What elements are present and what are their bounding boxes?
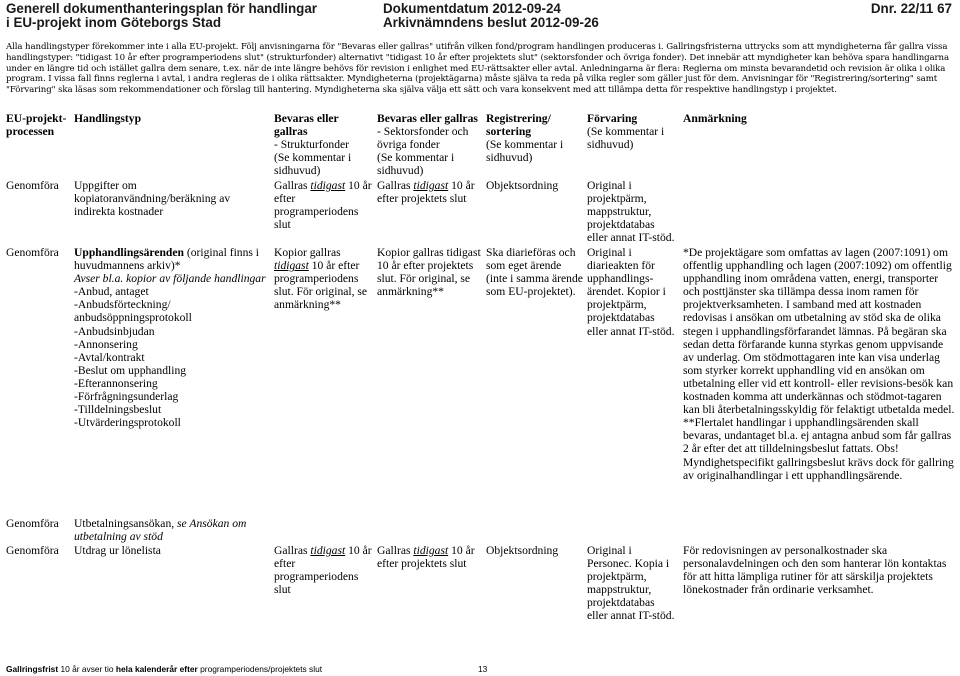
row1-structural-post: 10 år efter programperiodens slut <box>274 179 372 232</box>
row4-sectoral-pre: Gallras <box>377 544 414 557</box>
header-document-date: Dokumentdatum 2012-09-24 <box>383 1 561 16</box>
intro-paragraph: Alla handlingstyper förekommer inte i alla EU-projekt. Följ anvisningarna för "Bevaras eller gallras" utifrån vilken fond/program handlingen produceras i. Gallringsfristerna uttrycks som att myndigheterna får gallra vissa handlingstyper: "tidigast 10 år efter programperiodens slut" (strukturfonder) alternativt "tidigast 10 år efter projektets slut" (sektorsfonder och övriga fonder). Det innebär att myndigheter kan behöva spara handlingarna under en längre tid och istället gallra dem senare, t.ex. när de inte längre behövs för revision i enlighet med EU-rättsakter eller avtal. Anledningarna är flera: Reglerna om minsta bevarandetid och revision är olika i olika program. I vissa fall finns reglerna i avtal, i andra regleras de i olika rättsakter. Myndigheterna (projektägarna) måste själva ta reda på vilka regler som gäller just för dem. Anvisningar för "Registrering/sortering" samt "Förvaring" ska läsas som rekommendationer och förslag till hantering. Myndigheterna ska själva välja ett sätt och vara konsekvent med att tillämpa detta för respektive handlingstyp i projektet. <box>6 42 950 96</box>
row2-type-item: -Beslut om upphandling <box>74 363 187 377</box>
col-header-sectoral-l1: Bevaras eller gallras <box>377 112 478 125</box>
col-header-storage-l2: (Se kommentar i <box>587 125 665 139</box>
header-title: Generell dokumenthanteringsplan för handlingar <box>6 1 317 16</box>
col-header-structural-l1: Bevaras eller gallras <box>274 112 339 139</box>
row1-storage: Original i projektpärm, mappstruktur, projektdatabas eller annat IT-stöd. <box>587 179 675 245</box>
row2-registration: Ska diarieföras och som eget ärende (inte i samma ärende som EU-projektet). <box>486 246 583 299</box>
row1-structural <box>274 179 372 231</box>
row3-type-pre: Utbetalningsansökan, <box>74 517 178 530</box>
row1-structural-pre: Gallras <box>274 179 311 192</box>
row2-type-item: -Anbud, antaget <box>74 285 149 299</box>
col-header-sectoral-l4: (Se kommentar i <box>377 151 455 165</box>
row2-type-item: -Anbudsförteckning/ anbudsöppningsprotokoll <box>74 298 192 325</box>
col-header-type: Handlingstyp <box>74 112 142 125</box>
row2-type-title <box>74 246 268 272</box>
row3-type <box>74 517 268 543</box>
row2-type-item: -Avtal/kontrakt <box>74 350 145 364</box>
col-header-storage <box>587 112 677 151</box>
row1-sectoral-tidigast: tidigast <box>413 179 449 192</box>
row1-sectoral <box>377 179 481 205</box>
col-header-registration <box>486 112 584 164</box>
row2-type-item: -Efterannonsering <box>74 376 158 390</box>
footer-note <box>6 664 322 674</box>
row3-process: Genomföra <box>6 517 59 530</box>
row1-type: Uppgifter om kopiatoranvändning/beräkning av indirekta kostnader <box>74 179 231 219</box>
row2-type-subtitle: Avser bl.a. kopior av följande handlingar <box>74 272 266 286</box>
row2-type-item: -Utvärderingsprotokoll <box>74 416 181 430</box>
col-header-process <box>6 112 68 138</box>
col-header-remark: Anmärkning <box>683 112 747 125</box>
row2-process: Genomföra <box>6 246 59 259</box>
row2-type-item: -Förfrågningsunderlag <box>74 390 179 404</box>
intro-text <box>6 42 954 96</box>
col-header-process-line1: EU-projekt- <box>6 112 67 125</box>
footer-bold2: hela kalenderår efter <box>115 664 198 674</box>
row4-structural-post: 10 år efter programperiodens slut <box>274 544 372 597</box>
row1-registration: Objektsordning <box>486 179 559 192</box>
col-header-sectoral-l3: övriga fonder <box>377 138 440 152</box>
row2-remark <box>683 246 955 482</box>
row2-type-bold: Upphandlingsärenden <box>74 246 184 259</box>
row2-remark-part1: *De projektägare som omfattas av lagen (2007:1091) om offentlig upphandling och lagen (2007:1092) om offentlig upphandling inom områdena vatten, energi, transporter och posttjänster ska tillämpa dessa inom ramen för projektverksamheten. I samband med att kostnaden redovisas i ansökan om utbetalning av stöd ska de olika stegen i upphandlingsförfarandet lämnas. På begäran ska sedan detta förfarande kunna styrkas genom uppvisande av underlag. Om stödmottagaren inte kan visa underlag som styrker korrekt upphandling vid en ansökan om utbetalning eller vid ett kontroll- eller revisions-besök kan kostnaden komma att underkännas och stödmot-tagaren kan bli återbetalningsskyldig för felaktigt utbetalda medel. <box>683 246 955 417</box>
page-header <box>4 0 956 30</box>
footer-end: programperiodens/projektets slut <box>197 664 323 674</box>
row2-sectoral: Kopior gallras tidigast 10 år efter projektets slut. För original, se anmärkning** <box>377 246 481 299</box>
row4-type: Utdrag ur lönelista <box>74 544 161 557</box>
row2-remark-part2: **Flertalet handlingar i upphandlingsärenden skall bevaras, undantaget bl.a. ej antagna anbud som får gallras 2 år efter det att tilldelningsbeslut fattats. Obs! Myndighetspecifikt gallringsbeslut krävs dock för gallring av originalhandlingar i ett upphandlingsärende. <box>683 416 954 482</box>
header-subtitle: i EU-projekt inom Göteborgs Stad <box>6 15 222 30</box>
page-number: 13 <box>478 664 488 674</box>
row4-storage: Original i Personec. Kopia i projektpärm, mappstruktur, projektdatabas eller annat IT-stöd. <box>587 544 675 623</box>
row2-type-rest: (original finns i huvudmannens arkiv)* <box>74 246 260 273</box>
row4-remark: För redovisningen av personalkostnader ska personalavdelningen och den som hanterar lön kontaktas för att hitta lämpliga rutiner för att särskilja projektets lönekostnader från ordinarie verksamhet. <box>683 544 947 597</box>
row4-structural <box>274 544 372 596</box>
row1-sectoral-pre: Gallras <box>377 179 414 192</box>
row4-structural-pre: Gallras <box>274 544 311 557</box>
col-header-structural-l2: - Strukturfonder <box>274 138 350 152</box>
row1-structural-tidigast: tidigast <box>310 179 346 192</box>
row1-sectoral-post: 10 år efter projektets slut <box>377 179 475 206</box>
col-header-storage-l3: sidhuvud) <box>587 138 634 152</box>
row4-registration: Objektsordning <box>486 544 559 557</box>
row3-type-italic: se Ansökan om utbetalning av stöd <box>74 517 247 544</box>
row1-process: Genomföra <box>6 179 59 192</box>
col-header-registration-l3: (Se kommentar i <box>486 138 564 152</box>
row4-sectoral <box>377 544 481 570</box>
row2-structural-post: 10 år efter programperiodens slut. För original, se anmärkning** <box>274 259 368 312</box>
row2-structural-pre: Kopior gallras <box>274 246 341 259</box>
row4-process: Genomföra <box>6 544 59 557</box>
col-header-process-line2: processen <box>6 125 55 139</box>
col-header-sectoral-l2: - Sektorsfonder och <box>377 125 469 139</box>
row4-structural-tidigast: tidigast <box>310 544 346 557</box>
footer-bold1: Gallringsfrist <box>6 664 59 674</box>
row2-storage: Original i diarieakten för upphandlings-ärendet. Kopior i projektpärm, projektdatabas eller annat IT-stöd. <box>587 246 675 338</box>
col-header-sectoral <box>377 112 481 177</box>
row2-type-item: -Tilldelningsbeslut <box>74 403 162 417</box>
row2-type <box>74 246 268 429</box>
col-header-sectoral-l5: sidhuvud) <box>377 164 424 178</box>
col-header-structural-l4: sidhuvud) <box>274 164 321 178</box>
row2-type-item: -Annonsering <box>74 337 138 351</box>
col-header-structural <box>274 112 372 177</box>
col-header-structural-l3: (Se kommentar i <box>274 151 352 165</box>
col-header-registration-l4: sidhuvud) <box>486 151 533 165</box>
header-dnr: Dnr. 22/11 67 <box>870 1 952 16</box>
footer-mid: 10 år avser tio <box>58 664 116 674</box>
col-header-registration-l1: Registrering/ <box>486 112 551 125</box>
row2-structural <box>274 246 372 311</box>
row4-sectoral-tidigast: tidigast <box>413 544 449 557</box>
col-header-storage-l1: Förvaring <box>587 112 638 125</box>
header-decision-date: Arkivnämndens beslut 2012-09-26 <box>383 15 599 30</box>
row2-type-item: -Anbudsinbjudan <box>74 324 155 338</box>
row2-structural-tidigast: tidigast <box>274 259 309 273</box>
col-header-registration-l2: sortering <box>486 125 532 139</box>
row4-sectoral-post: 10 år efter projektets slut <box>377 544 475 571</box>
